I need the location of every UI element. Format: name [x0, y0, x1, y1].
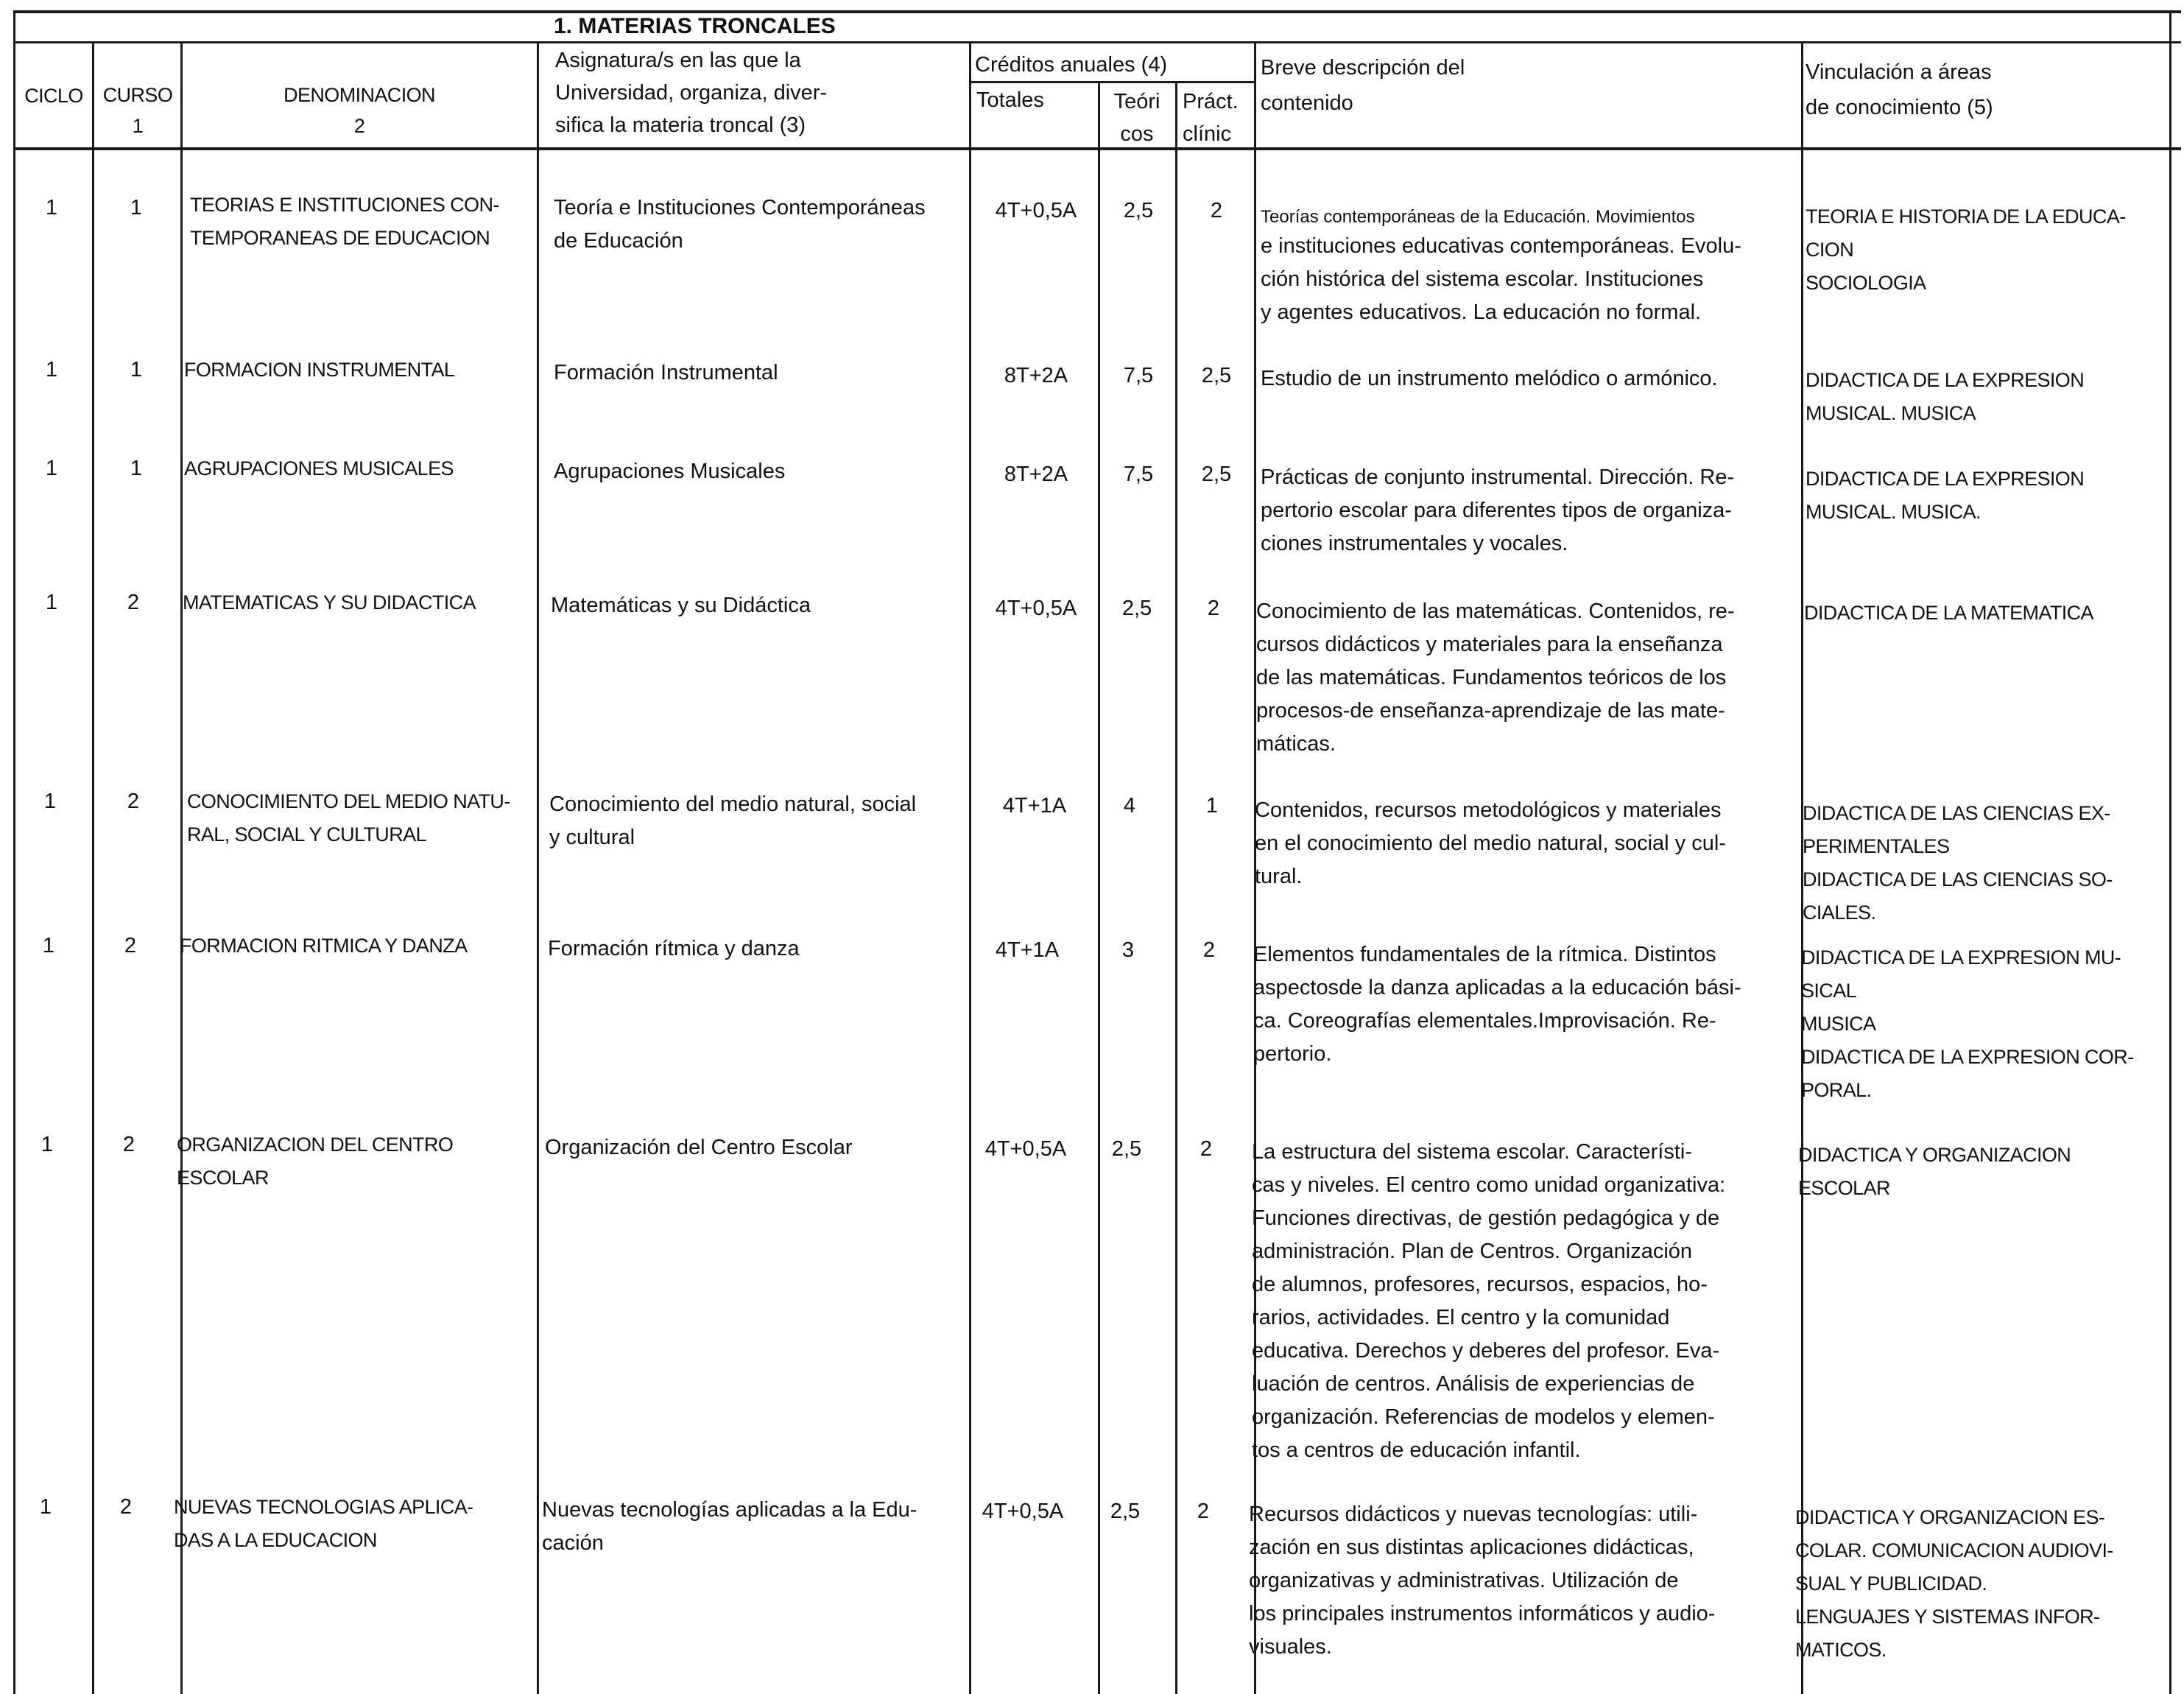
cell-asignatura: Formación Instrumental	[554, 361, 778, 384]
cell-totales: 4T+1A	[1002, 794, 1067, 818]
col-rule-right	[2169, 10, 2171, 1694]
cell-teoricos: 2,5	[1110, 1500, 1141, 1523]
cell-practicos: 2	[1207, 597, 1220, 620]
cell-asignatura: Conocimiento del medio natural, social y cultural	[549, 792, 917, 849]
cell-curso: 1	[130, 358, 143, 382]
cell-descripcion: Prácticas de conjunto instrumental. Dirección. Re- pertorio escolar para diferentes tipos de organiza- ciones instrumentales y vocales.	[1261, 465, 1735, 555]
cell-asignatura: Matemáticas y su Didáctica	[551, 594, 811, 617]
header-creditos: Créditos anuales (4)	[975, 53, 1168, 77]
cell-practicos: 2	[1197, 1500, 1210, 1523]
cell-ciclo: 1	[45, 196, 58, 219]
creditos-rule	[971, 81, 1255, 83]
cell-totales: 4T+0,5A	[982, 1500, 1064, 1523]
cell-vinculacion: TEORIA E HISTORIA DE LA EDUCA- CION SOCIOLOGIA	[1806, 205, 2126, 294]
header-teoricos: Teóri cos	[1113, 90, 1160, 146]
cell-teoricos: 2,5	[1123, 199, 1154, 222]
cell-asignatura: Nuevas tecnologías aplicadas a la Edu- cación	[542, 1498, 917, 1555]
col-rule-asignatura	[969, 41, 971, 1694]
cell-vinculacion: DIDACTICA DE LA EXPRESION MU- SICAL MUSICA DIDACTICA DE LA EXPRESION COR- PORAL.	[1801, 946, 2134, 1101]
cell-totales: 8T+2A	[1004, 463, 1068, 486]
cell-totales: 4T+1A	[995, 938, 1060, 962]
cell-descripcion: Contenidos, recursos metodológicos y materiales en el conocimiento del medio natural, social y cul- tural.	[1255, 798, 1726, 888]
cell-practicos: 1	[1205, 794, 1219, 818]
header-denominacion: DENOMINACION 2	[283, 84, 435, 137]
cell-descripcion: La estructura del sistema escolar. Característi- cas y niveles. El centro como unidad organizativa: Funciones directivas, de gestión pedagógica y de administración. Plan de Centros. Organización de alumnos, profesores, recursos, espacios, ho- rarios, actividades. El centro y la comunidad educativa. Derechos y deberes del profesor. Eva- luación de centros. Análisis de experiencias de organización. Referencias de modelos y elemen- tos a centros de educación infantil.	[1252, 1140, 1726, 1462]
header-bottom-rule	[13, 147, 2181, 150]
cell-curso: 1	[130, 457, 143, 480]
cell-teoricos: 7,5	[1123, 364, 1154, 387]
header-totales: Totales	[976, 88, 1044, 112]
col-rule-totales	[1098, 81, 1100, 1694]
cell-totales: 8T+2A	[1004, 364, 1068, 387]
cell-denominacion: NUEVAS TECNOLOGIAS APLICA- DAS A LA EDUCACION	[174, 1496, 473, 1551]
cell-teoricos: 2,5	[1121, 597, 1152, 620]
cell-totales: 4T+0,5A	[984, 1137, 1067, 1161]
header-ciclo: CICLO	[24, 85, 83, 107]
cell-practicos: 2	[1210, 199, 1223, 222]
cell-ciclo: 1	[45, 591, 58, 614]
cell-practicos: 2,5	[1201, 463, 1232, 486]
cell-descripcion: Estudio de un instrumento melódico o armónico.	[1261, 367, 1718, 390]
cell-vinculacion: DIDACTICA DE LA EXPRESION MUSICAL. MUSICA.	[1806, 468, 2085, 523]
title-rule	[13, 41, 2181, 43]
cell-curso: 1	[130, 196, 143, 219]
cell-ciclo: 1	[45, 358, 58, 382]
cell-asignatura: Organización del Centro Escolar	[545, 1136, 853, 1159]
cell-vinculacion: DIDACTICA Y ORGANIZACION ESCOLAR	[1798, 1144, 2071, 1199]
table-title: 1. MATERIAS TRONCALES	[554, 14, 836, 38]
header-curso: CURSO 1	[102, 84, 173, 137]
cell-teoricos: 2,5	[1111, 1137, 1142, 1161]
cell-asignatura: Agrupaciones Musicales	[554, 460, 786, 483]
cell-vinculacion: DIDACTICA DE LA EXPRESION MUSICAL. MUSICA	[1806, 369, 2085, 424]
col-rule-denominacion	[537, 41, 539, 1694]
cell-ciclo: 1	[40, 1133, 54, 1156]
top-rule	[13, 10, 2181, 13]
cell-vinculacion: DIDACTICA DE LAS CIENCIAS EX- PERIMENTALES DIDACTICA DE LAS CIENCIAS SO- CIALES.	[1803, 802, 2113, 924]
cell-ciclo: 1	[45, 457, 58, 480]
cell-teoricos: 4	[1123, 794, 1136, 818]
cell-ciclo: 1	[42, 934, 55, 957]
header-asignatura: Asignatura/s en las que la Universidad, organiza, diver- sifica la materia troncal (3)	[555, 49, 828, 137]
cell-denominacion: MATEMATICAS Y SU DIDACTICA	[183, 591, 476, 614]
col-rule-curso	[180, 41, 183, 1694]
cell-denominacion: ORGANIZACION DEL CENTRO ESCOLAR	[177, 1134, 454, 1189]
cell-denominacion: FORMACION INSTRUMENTAL	[184, 359, 455, 381]
cell-descripcion: Conocimiento de las matemáticas. Contenidos, re- cursos didácticos y materiales para la enseñanza de las matemáticas. Fundamentos teóricos de los procesos-de enseñanza-aprendizaje de las mate- máticas.	[1256, 600, 1735, 756]
cell-descripcion-lead: Teorías contemporáneas de la Educación. Movimientos	[1261, 207, 1695, 227]
cell-asignatura: Formación rítmica y danza	[548, 937, 800, 960]
cell-totales: 4T+0,5A	[995, 199, 1077, 222]
cell-ciclo: 1	[43, 790, 57, 813]
cell-ciclo: 1	[39, 1495, 52, 1519]
cell-curso: 2	[127, 591, 140, 614]
cell-denominacion: AGRUPACIONES MUSICALES	[184, 457, 454, 479]
cell-vinculacion: DIDACTICA DE LA MATEMATICA	[1804, 602, 2093, 624]
cell-totales: 4T+0,5A	[995, 597, 1077, 620]
cell-curso: 2	[127, 790, 140, 813]
cell-practicos: 2	[1202, 938, 1216, 962]
cell-asignatura: Teoría e Instituciones Contemporáneas de Educación	[554, 196, 926, 253]
cell-denominacion: TEORIAS E INSTITUCIONES CON- TEMPORANEAS DE EDUCACION	[190, 194, 499, 249]
header-vinculacion: Vinculación a áreas de conocimiento (5)	[1806, 60, 1993, 119]
col-rule-teoricos	[1175, 81, 1177, 1694]
cell-curso: 2	[122, 1133, 135, 1156]
cell-teoricos: 3	[1121, 938, 1135, 962]
cell-descripcion: Recursos didácticos y nuevas tecnologías: utili- zación en sus distintas aplicaciones didácticas, organizativas y administrativas. Utilización de los principales instrumentos informáticos y audio- visuales.	[1249, 1503, 1716, 1659]
cell-denominacion: CONOCIMIENTO DEL MEDIO NATU- RAL, SOCIAL Y CULTURAL	[187, 790, 510, 846]
cell-practicos: 2	[1200, 1137, 1213, 1161]
cell-curso: 2	[124, 934, 137, 957]
cell-descripcion: e instituciones educativas contemporáneas. Evolu- ción histórica del sistema escolar. Instituciones y agentes educativos. La educación no formal.	[1261, 234, 1741, 324]
cell-curso: 2	[119, 1495, 133, 1519]
cell-descripcion: Elementos fundamentales de la rítmica. Distintos aspectosde la danza aplicadas a la educación bási- ca. Coreografías elementales.Improvisación. Re- pertorio.	[1253, 943, 1741, 1066]
header-practicos: Práct. clínic	[1183, 90, 1239, 146]
cell-teoricos: 7,5	[1123, 463, 1154, 486]
col-rule-left	[13, 10, 15, 1694]
header-descripcion: Breve descripción del contenido	[1261, 56, 1465, 115]
cell-vinculacion: DIDACTICA Y ORGANIZACION ES- COLAR. COMUNICACION AUDIOVI- SUAL Y PUBLICIDAD. LENGUAJES Y SISTEMAS INFOR- MATICOS.	[1795, 1506, 2113, 1661]
cell-denominacion: FORMACION RITMICA Y DANZA	[180, 935, 468, 957]
col-rule-ciclo	[92, 41, 94, 1694]
cell-practicos: 2,5	[1201, 364, 1232, 387]
